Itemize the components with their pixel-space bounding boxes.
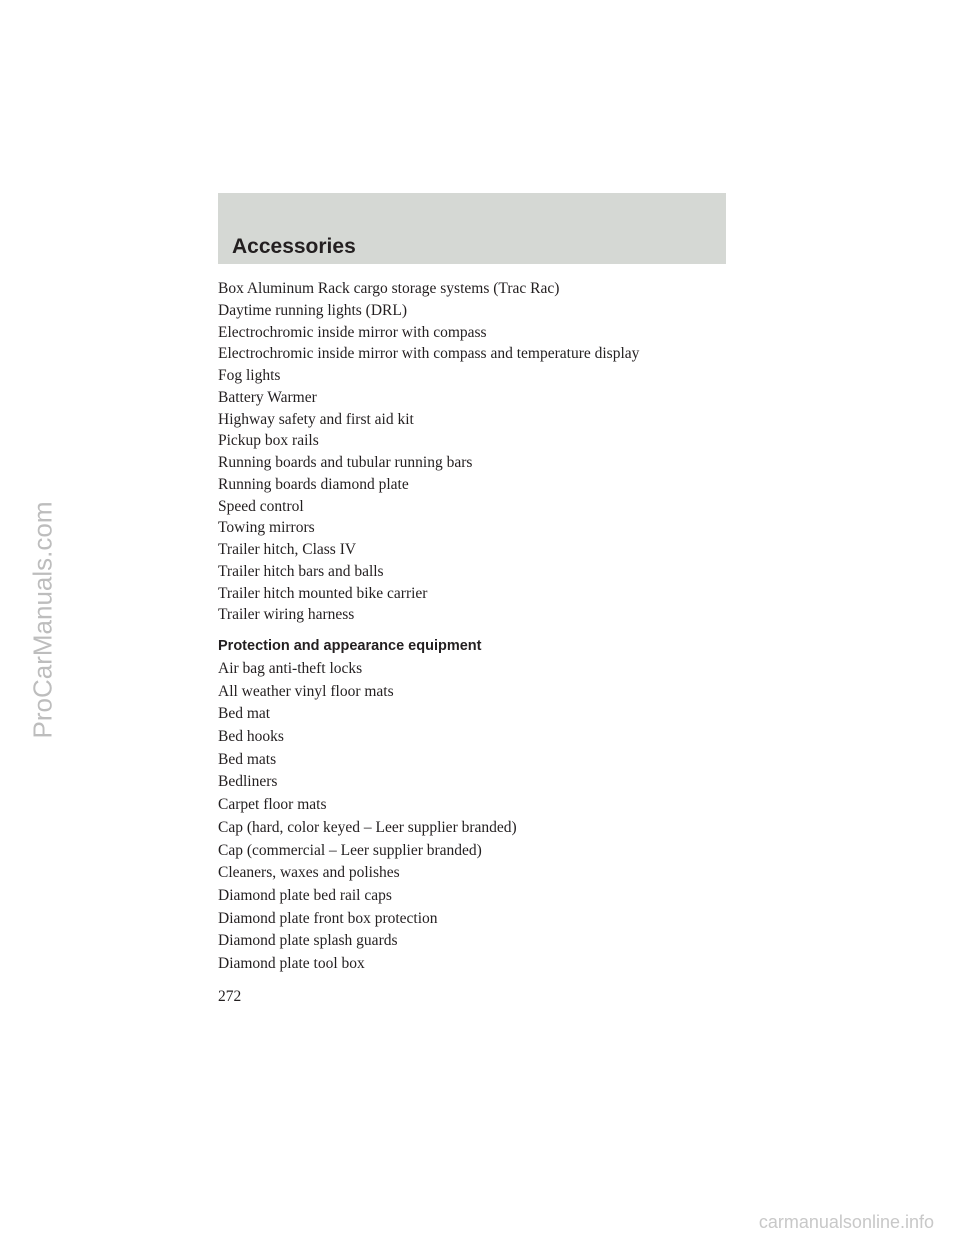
section-subheading: Protection and appearance equipment [218,638,482,654]
list-item: Running boards and tubular running bars [218,454,473,471]
list-item: Running boards diamond plate [218,475,409,493]
list-item: Carpet floor mats [218,796,327,814]
list-item: Cap (commercial – Leer supplier branded) [218,841,482,859]
list-item: Box Aluminum Rack cargo storage systems (Trac Rac) [218,280,560,297]
section-title: Accessories [232,235,356,258]
list-item: Trailer hitch, Class IV [218,541,357,558]
list-item: Battery Warmer [218,388,317,406]
accessories-list [218,278,639,626]
list-item: Bed mat [218,705,271,723]
list-item: Diamond plate tool box [218,954,365,972]
bottom-watermark: carmanualsonline.info [758,1212,934,1232]
side-watermark: ProCarManuals.com [27,501,58,739]
list-item: Daytime running lights (DRL) [218,301,407,319]
list-item: Electrochromic inside mirror with compass [218,323,487,341]
list-item: Cleaners, waxes and polishes [218,864,400,882]
list-item: Cap (hard, color keyed – Leer supplier branded) [218,818,517,836]
list-item: Diamond plate front box protection [218,909,438,927]
list-item: Electrochromic inside mirror with compass and temperature display [218,345,640,363]
list-item: All weather vinyl floor mats [218,682,394,700]
list-item: Speed control [218,497,304,515]
list-item: Air bag anti-theft locks [218,660,363,677]
section-header-band [218,193,726,264]
list-item: Diamond plate splash guards [218,932,398,950]
list-item: Bed mats [218,750,277,768]
list-item: Bedliners [218,773,278,791]
list-item: Diamond plate bed rail caps [218,886,392,904]
list-item: Trailer wiring harness [218,606,355,624]
list-item: Bed hooks [218,728,284,746]
list-item: Highway safety and first aid kit [218,410,414,428]
list-item: Fog lights [218,367,281,384]
list-item: Trailer hitch mounted bike carrier [218,584,428,602]
list-item: Pickup box rails [218,432,319,450]
list-item: Towing mirrors [218,519,315,537]
protection-equipment-list [218,658,517,976]
page-number: 272 [218,988,242,1005]
list-item: Trailer hitch bars and balls [218,562,384,580]
